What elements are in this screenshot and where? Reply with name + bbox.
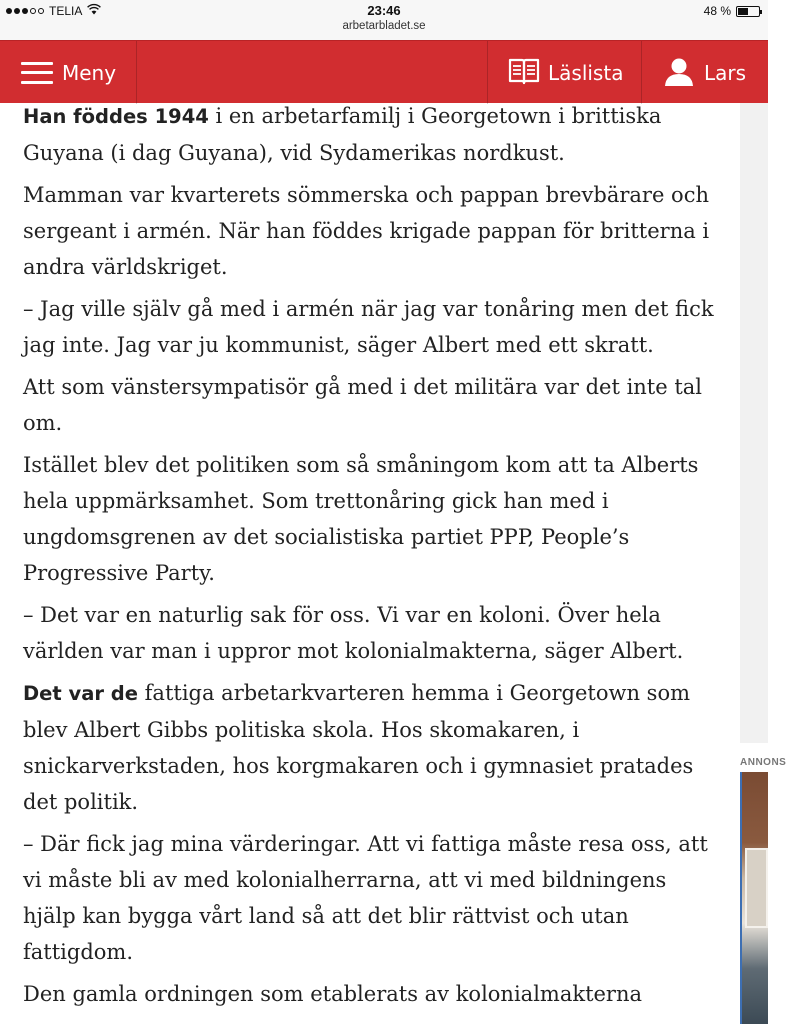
ad-label: ANNONS	[740, 757, 786, 768]
paragraph-lead: Han föddes 1944	[23, 105, 209, 128]
carrier-name: TELIA	[49, 4, 83, 18]
article-paragraph: Den gamla ordningen som etablerats av kolonialmakterna	[23, 982, 643, 1006]
user-name: Lars	[704, 60, 747, 85]
article-paragraph	[23, 675, 723, 820]
clock: 23:46	[367, 3, 401, 18]
reading-list-button[interactable]	[487, 41, 642, 104]
hamburger-icon	[21, 62, 53, 84]
battery-icon	[736, 6, 760, 17]
article-paragraph: Istället blev det politiken som så småningom kom att ta Alberts hela uppmärksamhet. Som trettonåring gick han med i ungdomsgrenen av det socialistiska partiet PPP, People’s Progressive Party.	[23, 453, 699, 585]
menu-button[interactable]	[0, 41, 137, 104]
site-header	[0, 40, 768, 103]
user-icon	[664, 56, 694, 90]
article-quote: – Där fick jag mina värderingar. Att vi fattiga måste resa oss, att vi måste bli av med kolonialherrarna, att vi med bildningens hjälp kan bygga vårt land så att det blir rättvist och utan fattigdom.	[23, 832, 708, 964]
user-account-button[interactable]	[642, 41, 768, 104]
article-paragraph: Mamman var kvarterets sömmerska och pappan brevbärare och sergeant i armén. När han föddes krigade pappan för britterna i andra världskriget.	[23, 183, 710, 279]
article-quote: – Det var en naturlig sak för oss. Vi var en koloni. Över hela världen var man i uppror mot kolonialmakterna, säger Albert.	[23, 603, 684, 663]
paragraph-lead: Det var de	[23, 682, 138, 705]
address-bar-url[interactable]: arbetarbladet.se	[342, 20, 426, 32]
ad-image-detail	[745, 848, 768, 928]
book-icon	[508, 57, 540, 89]
paragraph-text: fattiga arbetarkvarteren hemma i Georgetown som blev Albert Gibbs politiska skola. Hos skomakaren, i snickarverkstaden, hos korgmakaren och i gymnasiet pratades det politik.	[23, 681, 694, 814]
article-paragraph	[23, 98, 723, 171]
menu-label: Meny	[62, 60, 117, 85]
article-paragraph: Att som vänstersympatisör gå med i det militära var det inte tal om.	[23, 375, 703, 435]
sidebar-panel	[740, 103, 768, 743]
battery-status	[704, 4, 760, 18]
article-quote: – Jag ville själv gå med i armén när jag var tonåring men det fick jag inte. Jag var ju kommunist, säger Albert med ett skratt.	[23, 297, 714, 357]
article-body	[23, 98, 723, 1024]
battery-percent: 48 %	[703, 4, 731, 18]
paragraph-text: i en arbetarfamilj i Georgetown i brittiska Guyana (i dag Guyana), vid Sydamerikas nordkust.	[23, 104, 662, 165]
reading-list-label: Läslista	[548, 60, 624, 85]
status-bar	[0, 0, 768, 40]
